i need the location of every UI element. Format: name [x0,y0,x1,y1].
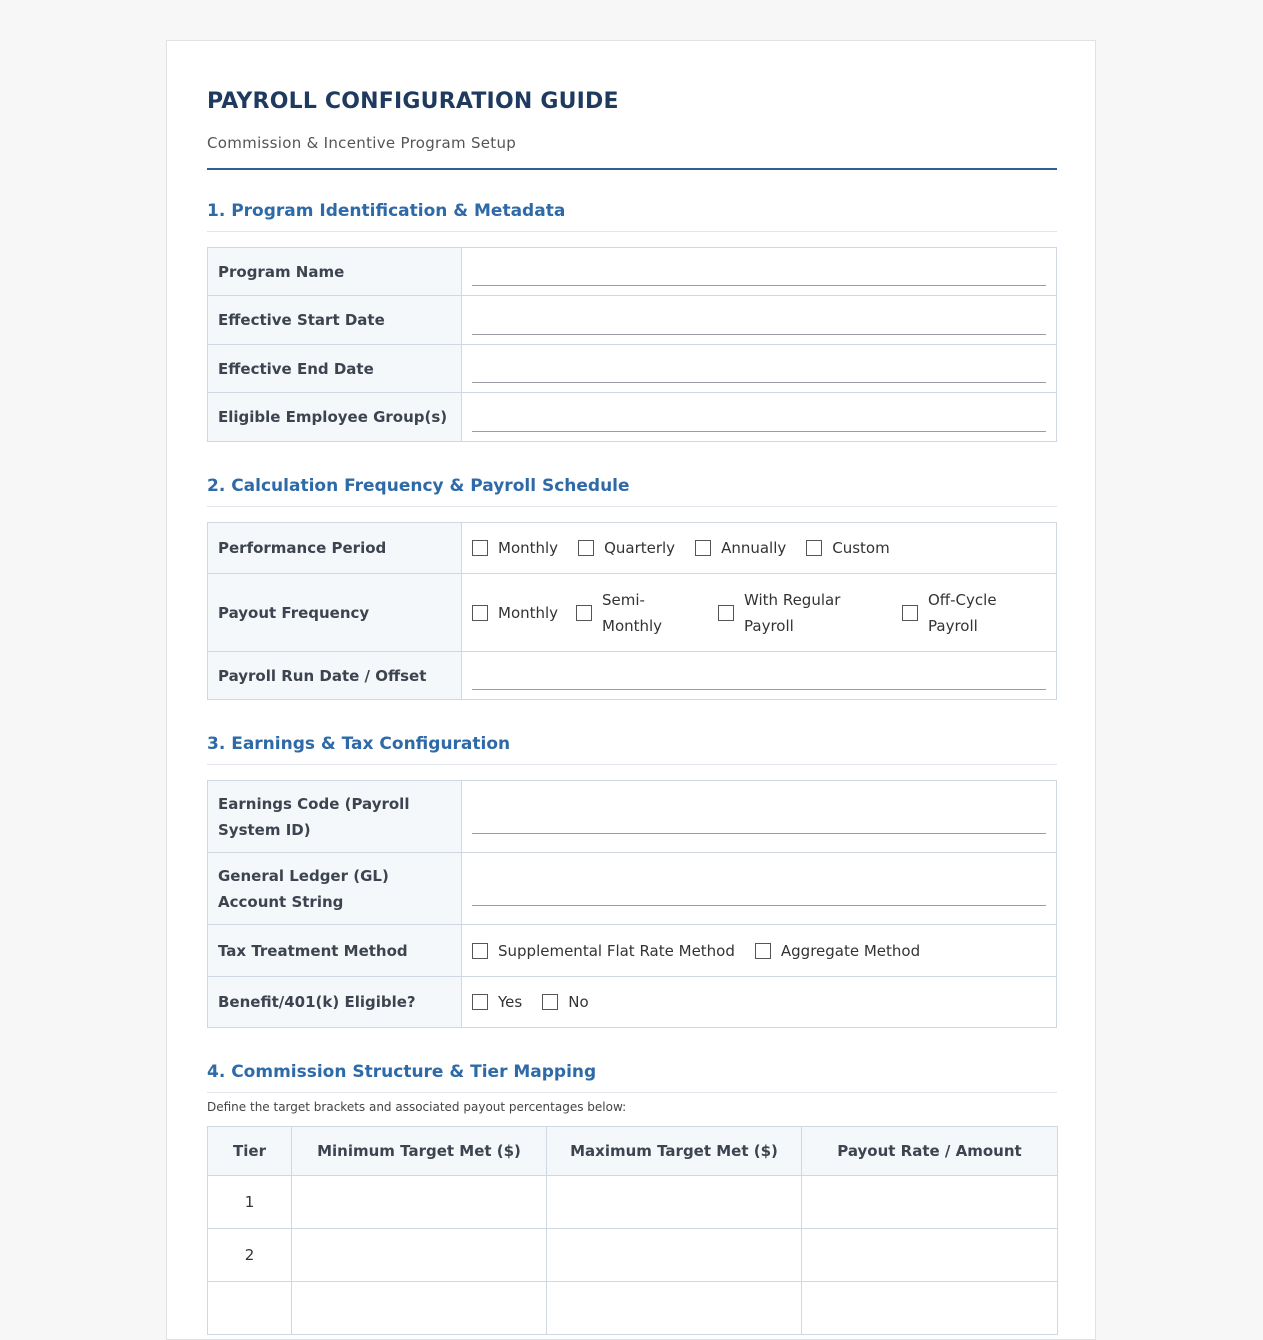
section-title: 1. Program Identification & Metadata [207,199,1057,232]
option-monthly[interactable] [472,600,558,626]
entry-line [472,675,1046,690]
table-row [208,1282,1058,1335]
minimum-target-cell[interactable] [292,1176,547,1229]
form-row [208,523,1057,574]
entry-line [472,417,1046,432]
section-calculation-frequency [207,474,1057,700]
table-row [208,1176,1058,1229]
form-row [208,977,1057,1028]
calculation-frequency-table [207,522,1057,700]
table-row [208,1229,1058,1282]
payout-rate-cell[interactable] [802,1229,1058,1282]
checkbox[interactable] [902,605,918,621]
section-title: 3. Earnings & Tax Configuration [207,732,1057,765]
document-subtitle: Commission & Incentive Program Setup [207,134,517,152]
entry-line [472,271,1046,286]
column-header-minimum-target: Minimum Target Met ($) [292,1127,547,1176]
form-row [208,781,1057,853]
field-label-eligible-groups: Eligible Employee Group(s) [208,393,462,442]
effective-end-date-field[interactable] [462,345,1057,393]
form-row [208,345,1057,393]
field-label-payroll-run-date: Payroll Run Date / Offset [208,652,462,700]
option-quarterly[interactable] [578,535,675,561]
section-earnings-tax [207,732,1057,1028]
entry-line [472,320,1046,335]
field-label-benefit-eligible: Benefit/401(k) Eligible? [208,977,462,1028]
option-supplemental-flat-rate[interactable] [472,938,735,964]
form-row [208,853,1057,925]
minimum-target-cell[interactable] [292,1229,547,1282]
eligible-groups-field[interactable] [462,393,1057,442]
option-semi-monthly[interactable] [576,587,700,639]
checkbox[interactable] [576,605,592,621]
column-header-tier: Tier [208,1127,292,1176]
option-label: With Regular Payroll [744,590,841,635]
checkbox[interactable] [542,994,558,1010]
checkbox[interactable] [806,540,822,556]
checkbox[interactable] [472,540,488,556]
checkbox[interactable] [578,540,594,556]
field-label-earnings-code: Earnings Code (Payroll System ID) [208,781,462,853]
document-sheet [166,40,1096,1340]
section-title: 2. Calculation Frequency & Payroll Schedule [207,474,1057,507]
tier-number: 1 [208,1176,292,1229]
table-header-row [208,1127,1058,1176]
payout-rate-cell[interactable] [802,1176,1058,1229]
tier-number: 2 [208,1229,292,1282]
column-header-payout-rate: Payout Rate / Amount [802,1127,1058,1176]
payout-frequency-options [462,574,1057,652]
payout-rate-cell[interactable] [802,1282,1058,1335]
section-title: 4. Commission Structure & Tier Mapping [207,1060,1057,1093]
section-program-identification [207,199,1057,442]
document-title: PAYROLL CONFIGURATION GUIDE [207,89,619,114]
entry-line [472,891,1046,906]
option-with-regular-payroll[interactable] [718,587,884,639]
field-label-effective-start-date: Effective Start Date [208,296,462,345]
field-label-program-name: Program Name [208,248,462,296]
maximum-target-cell[interactable] [547,1229,802,1282]
entry-line [472,368,1046,383]
checkbox[interactable] [755,943,771,959]
program-name-field[interactable] [462,248,1057,296]
program-identification-table [207,247,1057,442]
checkbox[interactable] [695,540,711,556]
option-custom[interactable] [806,535,889,561]
checkbox[interactable] [718,605,734,621]
option-label: Monthly [498,539,559,557]
form-row [208,652,1057,700]
gl-account-field[interactable] [462,853,1057,925]
column-header-maximum-target: Maximum Target Met ($) [547,1127,802,1176]
option-label: Custom [832,539,890,557]
form-row [208,248,1057,296]
earnings-code-field[interactable] [462,781,1057,853]
checkbox[interactable] [472,605,488,621]
minimum-target-cell[interactable] [292,1282,547,1335]
option-label: Supplemental Flat Rate Method [498,941,735,960]
option-label: Yes [498,993,523,1011]
entry-line [472,819,1046,834]
checkbox[interactable] [472,943,488,959]
payroll-run-date-field[interactable] [462,652,1057,700]
form-row [208,925,1057,977]
option-label: Off-Cycle Payroll [928,590,997,635]
field-label-payout-frequency: Payout Frequency [208,574,462,652]
performance-period-options [462,523,1057,574]
option-label: Quarterly [604,539,676,557]
effective-start-date-field[interactable] [462,296,1057,345]
option-no[interactable] [542,989,588,1015]
option-annually[interactable] [695,535,786,561]
option-label: Aggregate Method [780,941,921,960]
field-label-gl-account: General Ledger (GL) Account String [208,853,462,925]
title-divider [207,168,1057,170]
option-off-cycle-payroll[interactable] [902,587,1032,639]
field-label-effective-end-date: Effective End Date [208,345,462,393]
tax-treatment-options [462,925,1057,977]
tier-mapping-table [207,1126,1058,1335]
form-row [208,296,1057,345]
option-label: Semi-Monthly [602,590,663,635]
maximum-target-cell[interactable] [547,1176,802,1229]
option-aggregate-method[interactable] [755,938,920,964]
option-monthly[interactable] [472,535,558,561]
option-yes[interactable] [472,989,522,1015]
tier-number [208,1282,292,1335]
option-label: Monthly [498,603,559,622]
field-label-tax-treatment: Tax Treatment Method [208,925,462,977]
form-row [208,393,1057,442]
helper-text: Define the target brackets and associated payout percentages below: [207,1100,627,1114]
benefit-eligible-options [462,977,1057,1028]
maximum-target-cell[interactable] [547,1282,802,1335]
option-label: No [568,993,589,1011]
option-label: Annually [721,539,787,557]
form-row [208,574,1057,652]
field-label-performance-period: Performance Period [208,523,462,574]
checkbox[interactable] [472,994,488,1010]
earnings-tax-table [207,780,1057,1028]
section-commission-structure [207,1060,1057,1335]
